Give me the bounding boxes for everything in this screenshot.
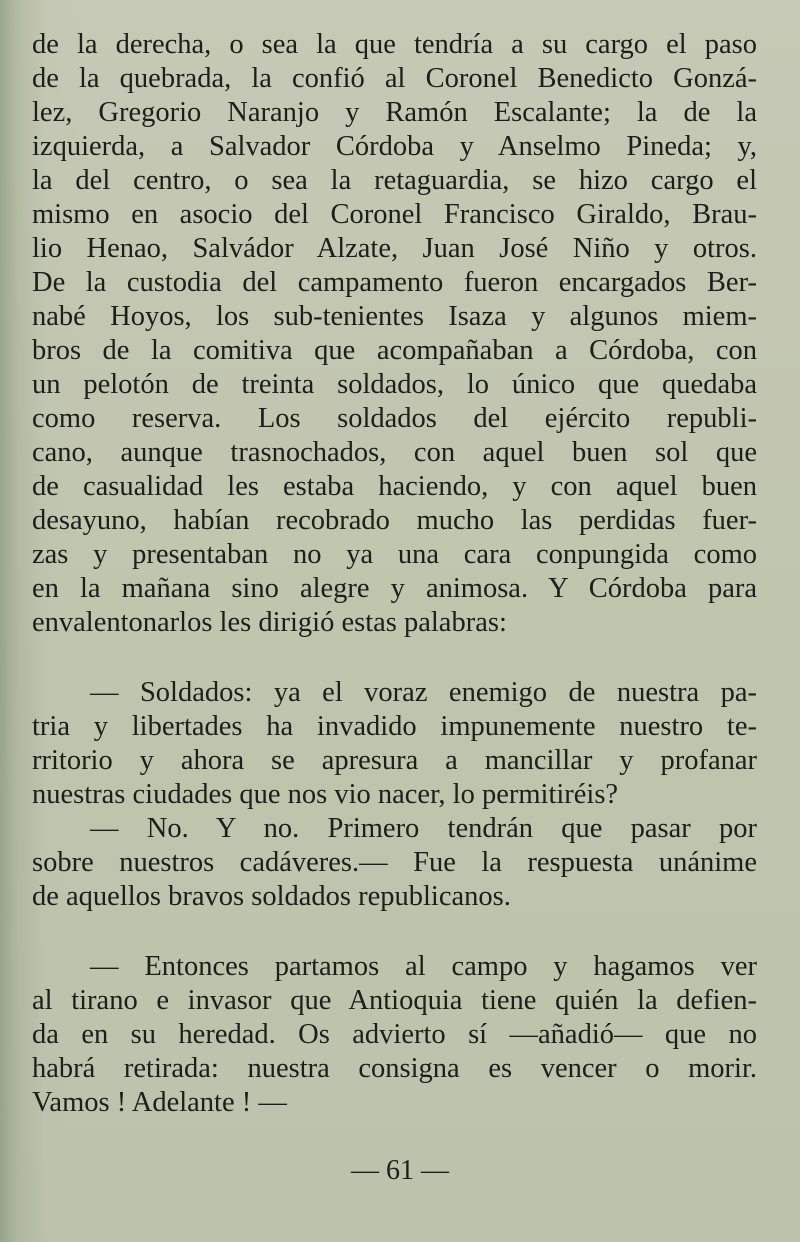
text-line: habrá retirada: nuestra consigna es vencer o morir. <box>32 1053 757 1084</box>
text-line: — No. Y no. Primero tendrán que pasar por <box>90 813 757 844</box>
paragraph-spacer <box>32 640 757 676</box>
text-line: — Soldados: ya el voraz enemigo de nuestra pa- <box>90 677 757 708</box>
text-line: al tirano e invasor que Antioquia tiene quién la defien- <box>32 985 757 1016</box>
text-line: envalentonarlos les dirigió estas palabras: <box>32 607 507 638</box>
text-line: cano, aunque trasnochados, con aquel buen sol que <box>32 437 757 468</box>
text-line: desayuno, habían recobrado mucho las perdidas fuer- <box>32 505 757 536</box>
paragraph <box>32 676 757 812</box>
text-line: mismo en asocio del Coronel Francisco Giraldo, Brau- <box>32 199 757 230</box>
text-line: tria y libertades ha invadido impunemente nuestro te- <box>32 711 757 742</box>
text-line: como reserva. Los soldados del ejército republi- <box>32 403 757 434</box>
text-line: De la custodia del campamento fueron encargados Ber- <box>32 267 757 298</box>
text-line: en la mañana sino alegre y animosa. Y Córdoba para <box>32 573 757 604</box>
text-line: nabé Hoyos, los sub-tenientes Isaza y algunos miem- <box>32 301 757 332</box>
text-line: un pelotón de treinta soldados, lo único que quedaba <box>32 369 757 400</box>
text-line: lio Henao, Salvádor Alzate, Juan José Niño y otros. <box>32 233 757 264</box>
text-line: zas y presentaban no ya una cara conpungida como <box>32 539 757 570</box>
text-line: sobre nuestros cadáveres.— Fue la respuesta unánime <box>32 847 757 878</box>
body-text <box>32 28 757 1120</box>
text-line: rritorio y ahora se apresura a mancillar y profanar <box>32 745 757 776</box>
text-line: nuestras ciudades que nos vio nacer, lo permitiréis? <box>32 779 619 810</box>
paragraph <box>32 812 757 914</box>
paragraph-spacer <box>32 914 757 950</box>
text-line: la del centro, o sea la retaguardia, se hizo cargo el <box>32 165 757 196</box>
paragraph <box>32 950 757 1120</box>
text-line: bros de la comitiva que acompañaban a Córdoba, con <box>32 335 757 366</box>
text-line: da en su heredad. Os advierto sí —añadió— que no <box>32 1019 757 1050</box>
text-line: de casualidad les estaba haciendo, y con aquel buen <box>32 471 757 502</box>
paragraph <box>32 28 757 640</box>
text-line: de la quebrada, la confió al Coronel Benedicto Gonzá- <box>32 63 757 94</box>
text-line: izquierda, a Salvador Córdoba y Anselmo Pineda; y, <box>32 131 757 162</box>
text-line: de la derecha, o sea la que tendría a su cargo el paso <box>32 29 757 60</box>
text-line: — Entonces partamos al campo y hagamos ver <box>90 951 757 982</box>
page-number: — 61 — <box>351 1155 449 1186</box>
text-line: de aquellos bravos soldados republicanos. <box>32 881 511 912</box>
text-line: Vamos ! Adelante ! — <box>32 1087 287 1118</box>
text-line: lez, Gregorio Naranjo y Ramón Escalante; la de la <box>32 97 757 128</box>
